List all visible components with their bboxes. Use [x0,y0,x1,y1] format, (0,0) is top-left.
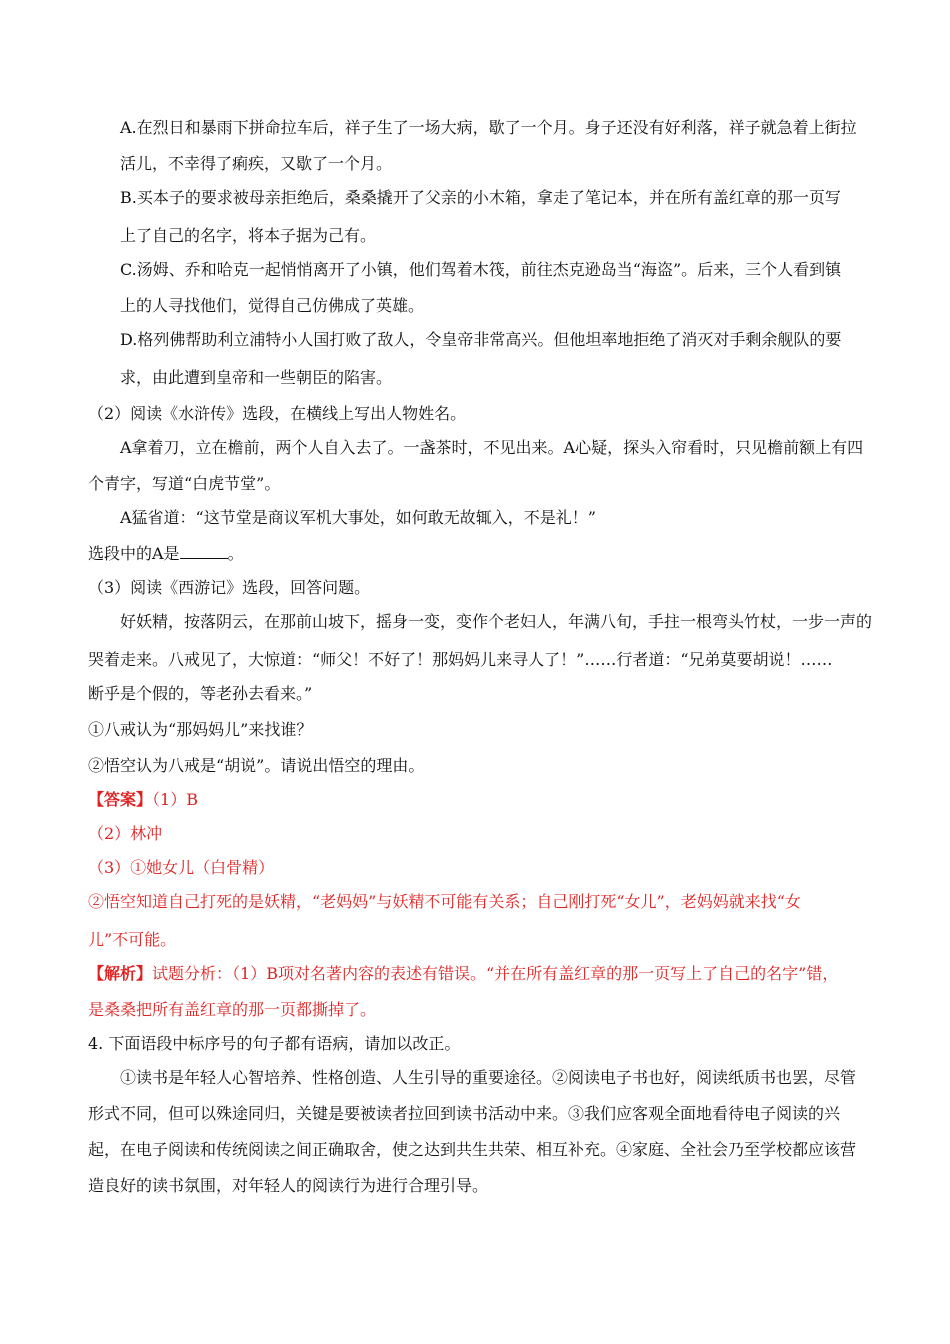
answer-2: （2）林冲 [88,824,163,843]
question-4-passage-line-1: ①读书是年轻人心智培养、性格创造、人生引导的重要途径。②阅读电子书也好，阅读纸质书也罢，尽管 [120,1068,857,1087]
analysis-line-2: 是桑桑把所有盖红章的那一页都撕掉了。 [88,1000,377,1019]
fill-prefix: 选段中的A是 [88,544,180,563]
option-d-line-2: 求，由此遭到皇帝和一些朝臣的陷害。 [120,368,393,387]
question-4-passage-line-2: 形式不同，但可以殊途同归，关键是要被读者拉回到读书活动中来。③我们应客观全面地看待电子阅读的兴 [88,1104,841,1123]
question-3-sub-1: ①八戒认为“那妈妈儿”来找谁？ [88,720,313,739]
question-4-passage-line-3: 起，在电子阅读和传统阅读之间正确取舍，使之达到共生共荣、相互补充。④家庭、全社会乃至学校都应该营 [88,1140,857,1159]
question-3-prompt: （3）阅读《西游记》选段，回答问题。 [88,578,371,597]
question-2-passage-line-2: 个青字，写道“白虎节堂”。 [88,474,281,493]
answer-4-line-1: ②悟空知道自己打死的是妖精，“老妈妈”与妖精不可能有关系；自己刚打死“女儿”，老妈妈就来找“女 [88,892,801,911]
fill-suffix: 。 [227,544,244,563]
option-c-line-2: 上的人寻找他们，觉得自己仿佛成了英雄。 [120,296,425,315]
answer-4-line-2: 儿”不可能。 [88,930,177,949]
option-d-line-1: D.格列佛帮助利立浦特小人国打败了敌人，令皇帝非常高兴。但他坦率地拒绝了消灭对手剩余舰队的要 [120,330,842,349]
answer-tag: 【答案】 [88,790,153,809]
option-a-line-1: A.在烈日和暴雨下拼命拉车后，祥子生了一场大病，歇了一个月。身子还没有好利落，祥子就急着上街拉 [120,118,857,137]
option-b-line-1: B.买本子的要求被母亲拒绝后，桑桑撬开了父亲的小木箱，拿走了笔记本，并在所有盖红章的那一页写 [120,188,841,207]
option-b-line-2: 上了自己的名字，将本子据为己有。 [120,226,377,245]
question-4-prompt: 4. 下面语段中标序号的句子都有语病，请加以改正。 [88,1034,461,1053]
answer-1: （1）B [152,790,198,809]
analysis-tag: 【解析】 [88,964,153,983]
analysis-text-1: 试题分析：（1）B项对名著内容的表述有错误。“并在所有盖红章的那一页写上了自己的名字”错， [152,964,839,983]
question-2-prompt: （2）阅读《水浒传》选段，在横线上写出人物姓名。 [88,404,467,423]
answer-line-1 [88,790,198,810]
answer-blank[interactable] [180,544,228,559]
question-2-passage-line-1: A拿着刀，立在檐前，两个人自入去了。一盏茶时，不见出来。A心疑，探头入帘看时，只见檐前额上有四 [120,438,864,457]
option-a-line-2: 活儿，不幸得了痢疾，又歇了一个月。 [120,154,393,173]
question-3-sub-2: ②悟空认为八戒是“胡说”。请说出悟空的理由。 [88,756,425,775]
question-3-passage-line-2: 哭着走来。八戒见了，大惊道：“师父！不好了！那妈妈儿来寻人了！”……行者道：“兄弟莫要胡说！…… [88,650,833,669]
question-4-passage-line-4: 造良好的读书氛围，对年轻人的阅读行为进行合理引导。 [88,1176,489,1195]
question-3-passage-line-3: 断乎是个假的，等老孙去看来。” [88,684,313,703]
question-3-passage-line-1: 好妖精，按落阴云，在那前山坡下，摇身一变，变作个老妇人，年满八旬，手拄一根弯头竹杖，一步一声的 [120,612,873,631]
question-2-fill-line [88,544,244,564]
option-c-line-1: C.汤姆、乔和哈克一起悄悄离开了小镇，他们驾着木筏，前往杰克逊岛当“海盗”。后来，三个人看到镇 [120,260,842,279]
answer-3: （3）①她女儿（白骨精） [88,858,275,877]
analysis-line-1 [88,964,838,984]
question-2-passage-line-3: A猛省道：“这节堂是商议军机大事处，如何敢无故辄入，不是礼！” [120,508,596,527]
